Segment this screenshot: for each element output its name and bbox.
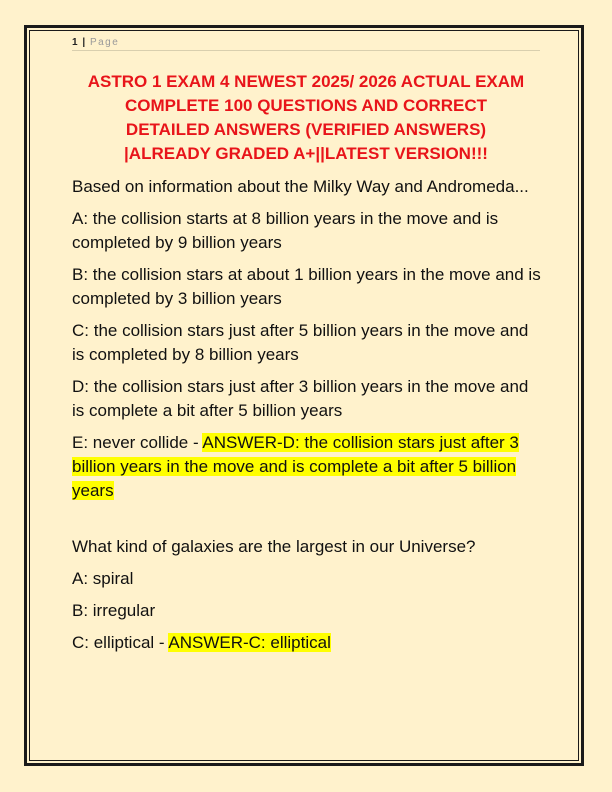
page-number: 1 xyxy=(72,37,78,48)
title-line-3: DETAILED ANSWERS (VERIFIED ANSWERS) xyxy=(125,120,487,139)
question-2-option-c xyxy=(72,631,542,655)
question-1-option-b: B: the collision stars at about 1 billion years in the move and is completed by 3 billion years xyxy=(72,265,541,308)
question-1-option-a: A: the collision starts at 8 billion years in the move and is completed by 9 billion years xyxy=(72,209,499,252)
question-1-answer: ANSWER-D: the collision stars just after 3 billion years in the move and is complete a bit after 5 billion years xyxy=(72,433,519,500)
document-title xyxy=(60,70,552,166)
page-header-separator: | xyxy=(82,37,86,48)
page-header xyxy=(72,36,540,51)
question-spacer xyxy=(72,511,542,535)
title-line-1: ASTRO 1 EXAM 4 NEWEST 2025/ 2026 ACTUAL EXAM xyxy=(87,72,525,91)
document-body xyxy=(72,175,542,663)
title-line-4: |ALREADY GRADED A+||LATEST VERSION!!! xyxy=(124,144,488,163)
question-2-option-a: A: spiral xyxy=(72,569,134,588)
question-2-option-b: B: irregular xyxy=(72,601,156,620)
question-2: What kind of galaxies are the largest in our Universe? xyxy=(72,537,476,556)
question-1-option-c: C: the collision stars just after 5 billion years in the move and is completed by 8 billion years xyxy=(72,321,529,364)
question-1-option-e xyxy=(72,431,542,503)
question-2-option-c-text: C: elliptical - xyxy=(72,633,169,652)
page-label: Page xyxy=(89,37,120,48)
question-2-answer: ANSWER-C: elliptical xyxy=(168,633,331,652)
question-1: Based on information about the Milky Way and Andromeda... xyxy=(72,177,529,196)
question-1-option-e-text: E: never collide - xyxy=(72,433,203,452)
title-line-2: COMPLETE 100 QUESTIONS AND CORRECT xyxy=(124,96,488,115)
question-1-option-d: D: the collision stars just after 3 billion years in the move and is complete a bit after 5 billion years xyxy=(72,377,529,420)
